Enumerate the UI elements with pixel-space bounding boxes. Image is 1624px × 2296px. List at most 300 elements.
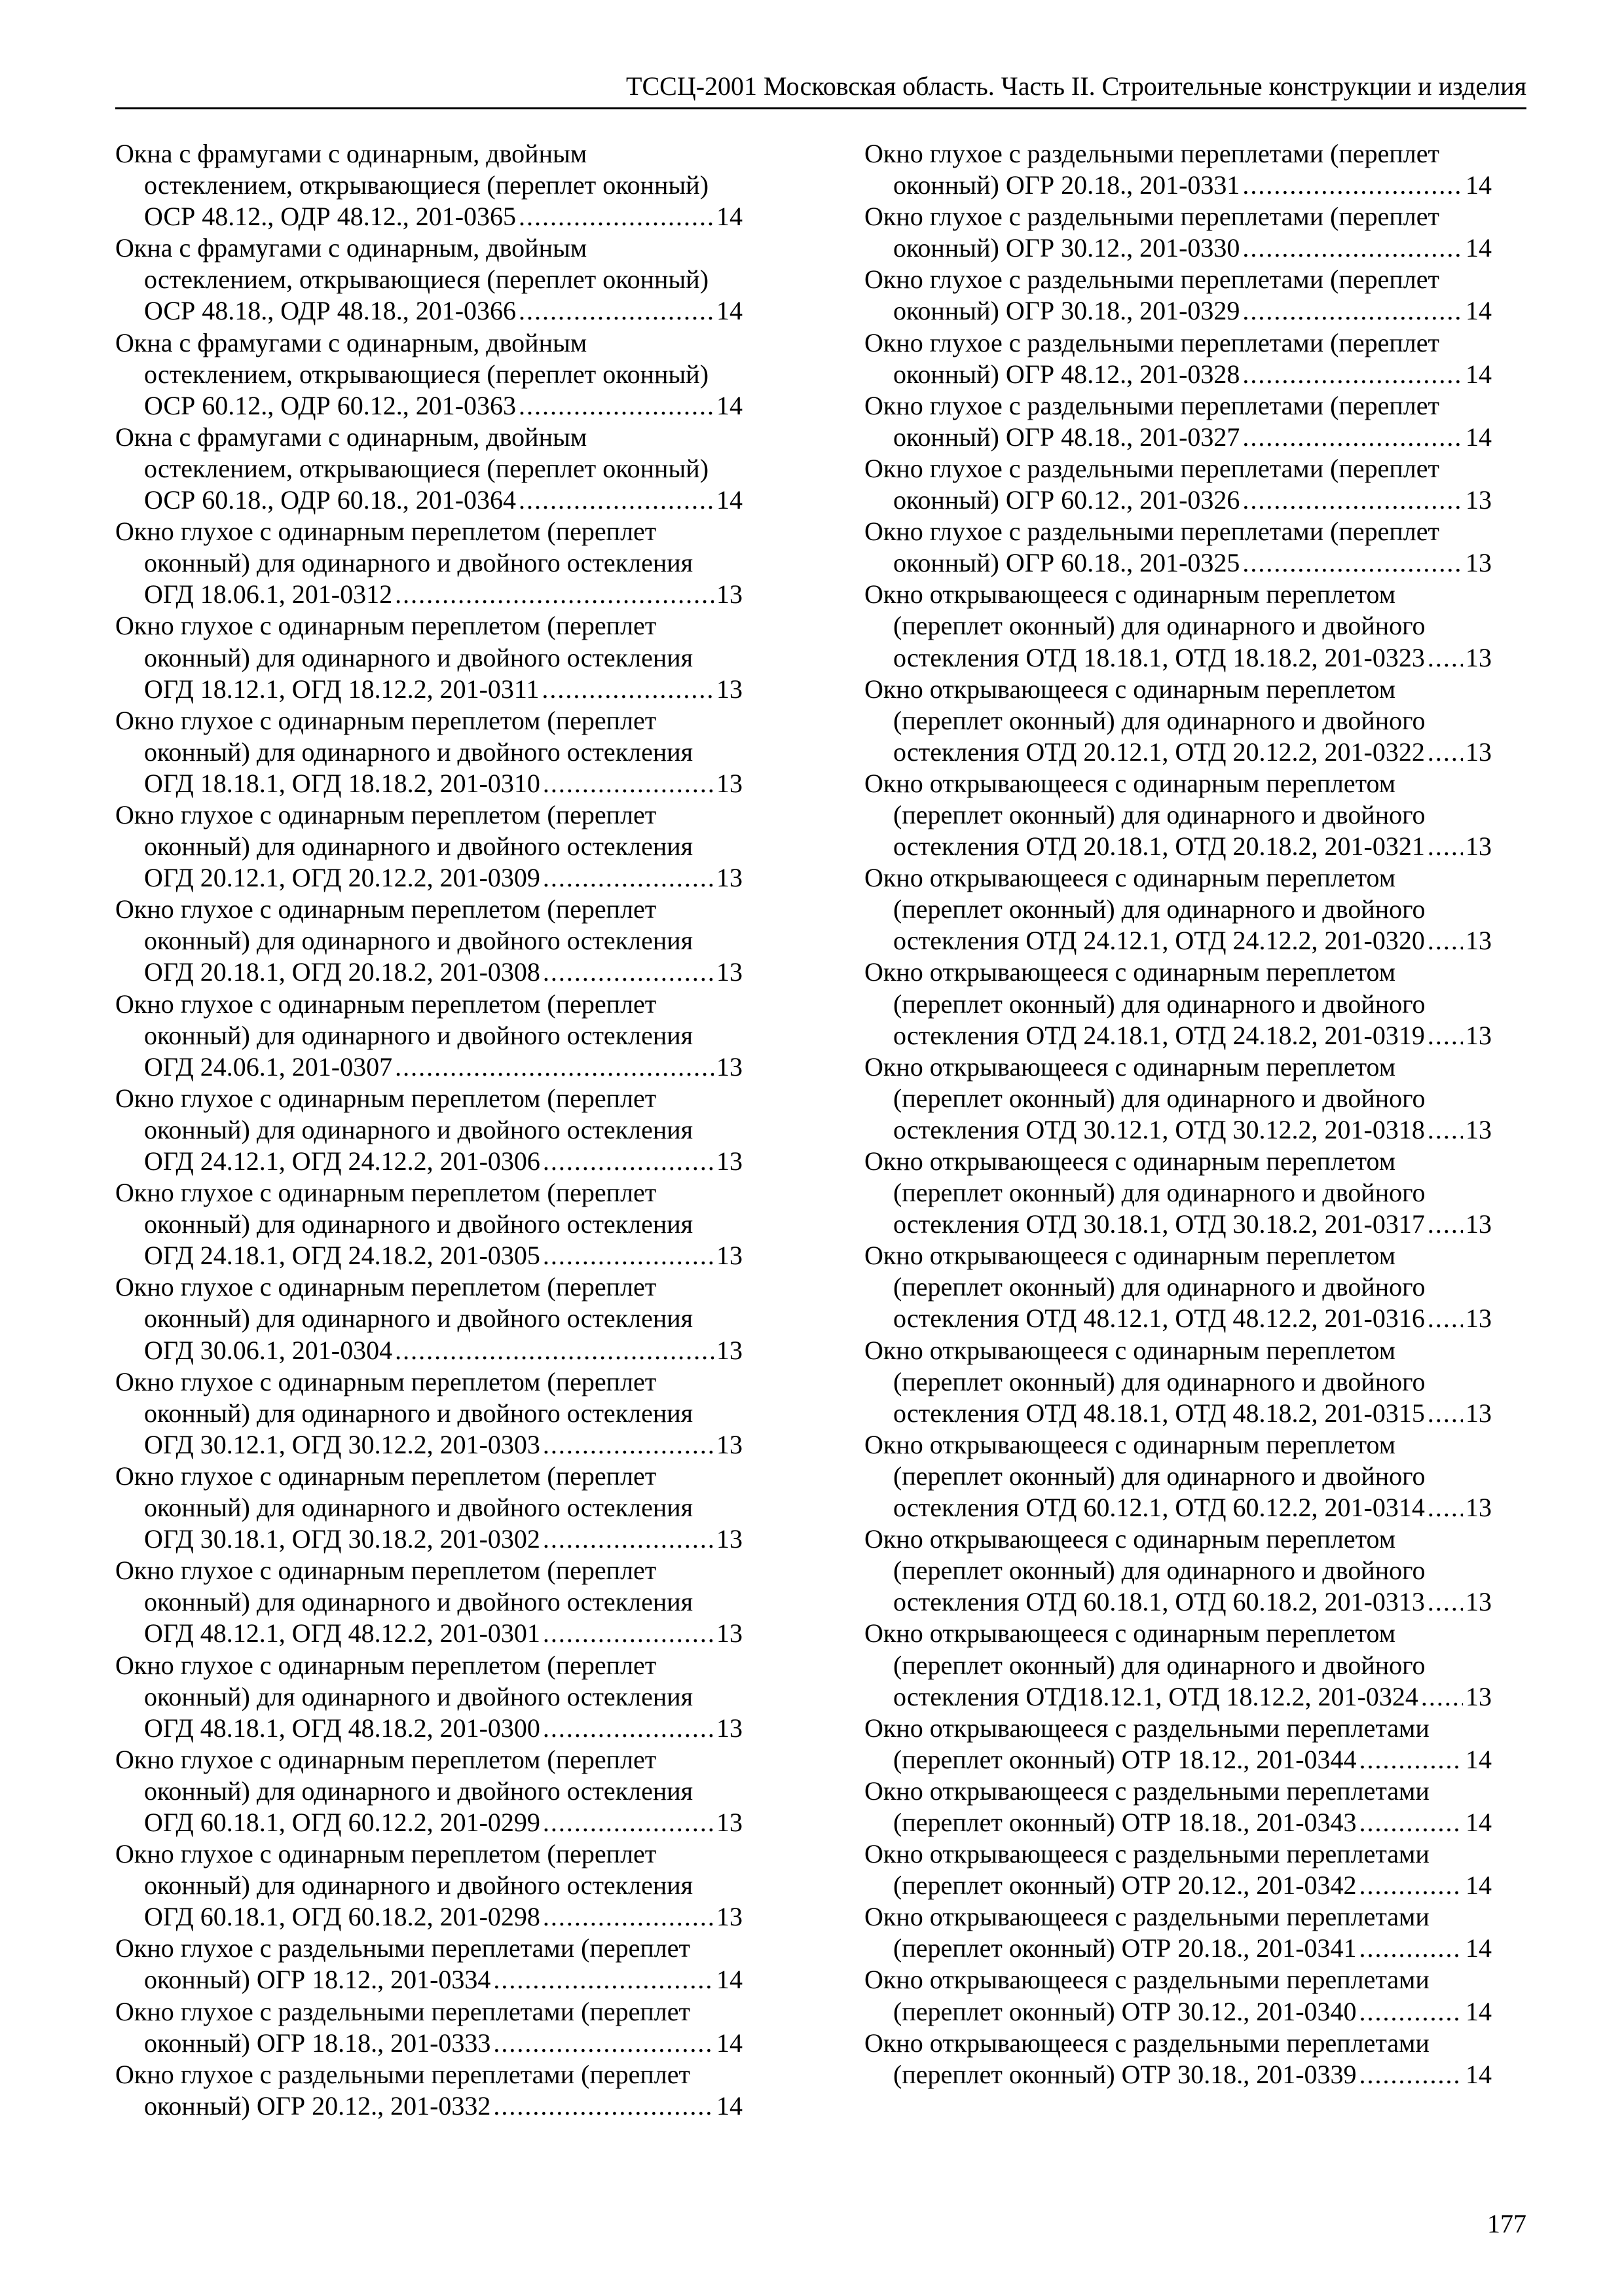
entry-page-ref: 13 bbox=[1466, 1681, 1492, 1711]
entry-line: ОГД 24.18.1, ОГД 24.18.2, 201-0305 bbox=[144, 1241, 540, 1271]
entry-page-ref: 14 bbox=[1466, 1870, 1492, 1901]
entry-line: Окно глухое с раздельными переплетами (переплет bbox=[864, 517, 1439, 547]
dot-leader bbox=[1359, 1933, 1463, 1964]
entry-line: Окно открывающееся с одинарным переплетом bbox=[864, 863, 1396, 893]
entry-line: остекления ОТД 30.18.1, ОТД 30.18.2, 201-0317 bbox=[893, 1209, 1425, 1239]
entry-line: Окно глухое с одинарным переплетом (переплет bbox=[115, 611, 657, 641]
entry-page-ref: 13 bbox=[716, 1902, 743, 1932]
entry-line: Окна с фрамугами с одинарным, двойным bbox=[115, 422, 587, 452]
index-entry bbox=[864, 579, 1492, 673]
entry-page-ref: 13 bbox=[716, 1146, 743, 1176]
index-entry bbox=[864, 957, 1492, 1051]
entry-line: оконный) для одинарного и двойного остекления bbox=[144, 1493, 693, 1523]
entry-last-line bbox=[115, 1713, 743, 1744]
entry-last-line bbox=[115, 1146, 743, 1177]
entry-last-line bbox=[864, 232, 1492, 264]
entry-line: ОГД 60.18.1, ОГД 60.18.2, 201-0298 bbox=[144, 1902, 540, 1932]
entry-page-ref: 13 bbox=[1466, 642, 1492, 672]
index-entry bbox=[864, 768, 1492, 862]
entry-line: Окно глухое с раздельными переплетами (переплет bbox=[115, 2059, 690, 2089]
entry-page-ref: 13 bbox=[716, 768, 743, 798]
running-title: ТССЦ-2001 Московская область. Часть II. Строительные конструкции и изделия bbox=[626, 71, 1526, 101]
entry-line: оконный) для одинарного и двойного остекления bbox=[144, 926, 693, 956]
dot-leader bbox=[1359, 1996, 1463, 2028]
dot-leader bbox=[1359, 2059, 1463, 2090]
entry-last-line bbox=[864, 1996, 1492, 2028]
dot-leader bbox=[543, 1713, 714, 1744]
entry-line: оконный) для одинарного и двойного остекления bbox=[144, 642, 693, 672]
entry-page-ref: 13 bbox=[716, 674, 743, 704]
dot-leader bbox=[1428, 1020, 1463, 1051]
entry-page-ref: 13 bbox=[716, 1713, 743, 1743]
entry-line: оконный) для одинарного и двойного остекления bbox=[144, 1776, 693, 1806]
entry-page-ref: 13 bbox=[716, 863, 743, 893]
entry-last-line bbox=[864, 484, 1492, 516]
entry-page-ref: 13 bbox=[1466, 548, 1492, 578]
entry-line: (переплет оконный) ОТР 30.12., 201-0340 bbox=[893, 1996, 1357, 2026]
entry-line: ОГД 24.06.1, 201-0307 bbox=[144, 1051, 393, 1082]
entry-last-line bbox=[864, 925, 1492, 957]
index-entry bbox=[864, 453, 1492, 516]
entry-line: оконный) для одинарного и двойного остекления bbox=[144, 548, 693, 578]
dot-leader bbox=[543, 768, 714, 799]
entry-line: Окно открывающееся с одинарным переплетом bbox=[864, 579, 1396, 610]
entry-line: Окно открывающееся с раздельными переплетами bbox=[864, 1776, 1430, 1806]
entry-line: (переплет оконный) ОТР 18.12., 201-0344 bbox=[893, 1744, 1357, 1774]
entry-line: остекления ОТД 60.18.1, ОТД 60.18.2, 201-0313 bbox=[893, 1587, 1425, 1617]
entry-line: (переплет оконный) для одинарного и двойного bbox=[893, 1461, 1426, 1491]
entry-line: (переплет оконный) ОТР 20.12., 201-0342 bbox=[893, 1870, 1357, 1901]
entry-line: остекления ОТД 20.12.1, ОТД 20.12.2, 201-0322 bbox=[893, 737, 1425, 767]
entry-line: остеклением, открывающиеся (переплет оконный) bbox=[144, 359, 709, 389]
entry-line: Окна с фрамугами с одинарным, двойным bbox=[115, 327, 587, 357]
index-entry bbox=[864, 862, 1492, 957]
entry-line: Окно глухое с одинарным переплетом (переплет bbox=[115, 1556, 657, 1586]
entry-line: остекления ОТД18.12.1, ОТД 18.12.2, 201-0324 bbox=[893, 1681, 1418, 1711]
entry-line: Окно открывающееся с раздельными переплетами bbox=[864, 1713, 1430, 1743]
entry-page-ref: 13 bbox=[716, 579, 743, 610]
entry-line: оконный) для одинарного и двойного остекления bbox=[144, 1114, 693, 1144]
dot-leader bbox=[1242, 484, 1463, 516]
entry-line: оконный) ОГР 18.12., 201-0334 bbox=[144, 1965, 491, 1995]
entry-line: оконный) для одинарного и двойного остекления bbox=[144, 1870, 693, 1901]
entry-page-ref: 14 bbox=[716, 296, 743, 326]
index-entry bbox=[864, 1240, 1492, 1334]
entry-page-ref: 14 bbox=[716, 390, 743, 420]
entry-line: Окно глухое с одинарным переплетом (переплет bbox=[115, 1083, 657, 1113]
index-entry bbox=[864, 1901, 1492, 1964]
entry-line: Окно открывающееся с раздельными переплетами bbox=[864, 1902, 1430, 1932]
entry-line: ОСР 48.12., ОДР 48.12., 201-0365 bbox=[144, 202, 517, 232]
entry-line: оконный) ОГР 18.18., 201-0333 bbox=[144, 2028, 491, 2058]
entry-line: оконный) ОГР 60.18., 201-0325 bbox=[893, 548, 1240, 578]
index-entry bbox=[864, 1618, 1492, 1712]
dot-leader bbox=[519, 484, 714, 516]
entry-last-line bbox=[115, 2090, 743, 2122]
entry-last-line bbox=[864, 2059, 1492, 2090]
entry-last-line bbox=[115, 1335, 743, 1366]
entry-last-line bbox=[864, 547, 1492, 579]
entry-line: оконный) ОГР 20.12., 201-0332 bbox=[144, 2090, 491, 2121]
entry-line: Окно глухое с раздельными переплетами (переплет bbox=[864, 453, 1439, 483]
index-entry bbox=[864, 1523, 1492, 1618]
dot-leader bbox=[1359, 1870, 1463, 1901]
dot-leader bbox=[395, 1051, 714, 1083]
dot-leader bbox=[543, 1146, 714, 1177]
index-entry bbox=[115, 1744, 743, 1838]
index-entry bbox=[115, 1996, 743, 2059]
entry-last-line bbox=[115, 1240, 743, 1271]
entry-page-ref: 14 bbox=[1466, 170, 1492, 200]
entry-page-ref: 13 bbox=[716, 957, 743, 987]
dot-leader bbox=[1428, 1209, 1463, 1240]
index-entry bbox=[864, 264, 1492, 327]
entry-last-line bbox=[115, 1901, 743, 1933]
entry-page-ref: 13 bbox=[1466, 1209, 1492, 1239]
entry-line: (переплет оконный) для одинарного и двойного bbox=[893, 1650, 1426, 1680]
index-entry bbox=[864, 201, 1492, 264]
index-entry bbox=[115, 989, 743, 1083]
entry-last-line bbox=[115, 1051, 743, 1083]
dot-leader bbox=[1428, 1303, 1463, 1334]
entry-line: ОГД 24.12.1, ОГД 24.12.2, 201-0306 bbox=[144, 1146, 540, 1176]
entry-last-line bbox=[864, 1586, 1492, 1618]
index-entry bbox=[115, 1177, 743, 1271]
entry-line: Окно открывающееся с одинарным переплетом bbox=[864, 1241, 1396, 1271]
entry-line: (переплет оконный) ОТР 20.18., 201-0341 bbox=[893, 1933, 1357, 1963]
entry-line: Окно глухое с одинарным переплетом (переплет bbox=[115, 1650, 657, 1680]
entry-last-line bbox=[864, 170, 1492, 201]
index-entry bbox=[115, 894, 743, 988]
page-number: 177 bbox=[1487, 2209, 1526, 2238]
entry-line: Окно открывающееся с одинарным переплетом bbox=[864, 1618, 1396, 1649]
entry-line: (переплет оконный) для одинарного и двойного bbox=[893, 989, 1426, 1019]
entry-last-line bbox=[864, 1807, 1492, 1838]
entry-last-line bbox=[864, 1398, 1492, 1429]
entry-line: Окно глухое с одинарным переплетом (переплет bbox=[115, 989, 657, 1019]
entry-page-ref: 14 bbox=[1466, 422, 1492, 452]
index-entry bbox=[864, 1335, 1492, 1429]
index-entry bbox=[115, 1838, 743, 1933]
index-entry bbox=[115, 1461, 743, 1555]
dot-leader bbox=[395, 579, 714, 610]
entry-line: оконный) ОГР 60.12., 201-0326 bbox=[893, 485, 1240, 515]
index-entry bbox=[864, 1429, 1492, 1523]
dot-leader bbox=[519, 390, 714, 422]
dot-leader bbox=[493, 2090, 714, 2122]
index-column-left bbox=[115, 138, 743, 2122]
index-entry bbox=[115, 1271, 743, 1366]
entry-last-line bbox=[864, 1303, 1492, 1334]
index-entry bbox=[115, 1366, 743, 1461]
entry-line: Окно глухое с одинарным переплетом (переплет bbox=[115, 1178, 657, 1208]
entry-last-line bbox=[864, 831, 1492, 862]
entry-page-ref: 14 bbox=[716, 485, 743, 515]
entry-line: Окно открывающееся с одинарным переплетом bbox=[864, 1429, 1396, 1459]
entry-line: оконный) ОГР 30.12., 201-0330 bbox=[893, 233, 1240, 263]
dot-leader bbox=[1428, 925, 1463, 957]
dot-leader bbox=[543, 957, 714, 988]
index-entry bbox=[115, 232, 743, 327]
entry-last-line bbox=[115, 674, 743, 705]
entry-last-line bbox=[864, 1020, 1492, 1051]
entry-page-ref: 13 bbox=[716, 1241, 743, 1271]
dot-leader bbox=[543, 1807, 714, 1838]
entry-last-line bbox=[864, 1933, 1492, 1964]
index-entry bbox=[115, 705, 743, 799]
index-entry bbox=[115, 138, 743, 232]
dot-leader bbox=[1428, 1114, 1463, 1146]
entry-line: Окно открывающееся с одинарным переплетом bbox=[864, 1524, 1396, 1554]
entry-page-ref: 13 bbox=[716, 1429, 743, 1459]
index-entry bbox=[864, 2028, 1492, 2090]
entry-line: ОГД 30.12.1, ОГД 30.12.2, 201-0303 bbox=[144, 1429, 540, 1459]
index-entry bbox=[115, 422, 743, 516]
dot-leader bbox=[519, 201, 714, 232]
entry-last-line bbox=[115, 295, 743, 327]
dot-leader bbox=[1359, 1744, 1463, 1776]
entry-line: ОСР 60.18., ОДР 60.18., 201-0364 bbox=[144, 485, 517, 515]
entry-page-ref: 13 bbox=[1466, 831, 1492, 862]
entry-page-ref: 14 bbox=[1466, 1933, 1492, 1963]
index-entry bbox=[864, 138, 1492, 201]
entry-line: ОГД 30.18.1, ОГД 30.18.2, 201-0302 bbox=[144, 1524, 540, 1554]
entry-page-ref: 13 bbox=[716, 1524, 743, 1554]
entry-line: Окно глухое с раздельными переплетами (переплет bbox=[864, 202, 1439, 232]
entry-page-ref: 13 bbox=[1466, 485, 1492, 515]
index-entry bbox=[115, 799, 743, 894]
entry-line: ОГД 20.12.1, ОГД 20.12.2, 201-0309 bbox=[144, 863, 540, 893]
entry-line: (переплет оконный) для одинарного и двойного bbox=[893, 1178, 1426, 1208]
entry-page-ref: 14 bbox=[716, 2090, 743, 2121]
entry-last-line bbox=[115, 1429, 743, 1461]
dot-leader bbox=[542, 674, 714, 705]
entry-line: оконный) для одинарного и двойного остекления bbox=[144, 1209, 693, 1239]
entry-page-ref: 13 bbox=[716, 1618, 743, 1649]
index-entry bbox=[115, 1650, 743, 1744]
entry-last-line bbox=[864, 295, 1492, 327]
entry-last-line bbox=[115, 2028, 743, 2059]
index-entry bbox=[864, 1051, 1492, 1146]
index-entry bbox=[115, 1555, 743, 1649]
entry-line: остеклением, открывающиеся (переплет оконный) bbox=[144, 453, 709, 483]
dot-leader bbox=[1421, 1681, 1463, 1713]
entry-line: остекления ОТД 48.18.1, ОТД 48.18.2, 201-0315 bbox=[893, 1398, 1425, 1428]
entry-line: оконный) для одинарного и двойного остекления bbox=[144, 1681, 693, 1711]
entry-line: Окно глухое с одинарным переплетом (переплет bbox=[115, 1744, 657, 1774]
dot-leader bbox=[1428, 642, 1463, 674]
entry-line: Окно глухое с одинарным переплетом (переплет bbox=[115, 1366, 657, 1396]
dot-leader bbox=[1242, 170, 1463, 201]
entry-line: Окно глухое с одинарным переплетом (переплет bbox=[115, 1839, 657, 1869]
entry-page-ref: 13 bbox=[1466, 1398, 1492, 1428]
dot-leader bbox=[1428, 1398, 1463, 1429]
entry-line: остекления ОТД 48.12.1, ОТД 48.12.2, 201-0316 bbox=[893, 1303, 1425, 1334]
entry-line: остеклением, открывающиеся (переплет оконный) bbox=[144, 264, 709, 295]
dot-leader bbox=[1359, 1807, 1463, 1838]
entry-page-ref: 13 bbox=[1466, 1114, 1492, 1144]
entry-line: оконный) ОГР 48.18., 201-0327 bbox=[893, 422, 1240, 452]
entry-page-ref: 14 bbox=[1466, 1744, 1492, 1774]
entry-line: (переплет оконный) для одинарного и двойного bbox=[893, 1083, 1426, 1113]
entry-page-ref: 14 bbox=[1466, 1996, 1492, 2026]
index-entry bbox=[864, 516, 1492, 579]
index-entry bbox=[864, 1838, 1492, 1901]
entry-line: Окно глухое с одинарным переплетом (переплет bbox=[115, 799, 657, 829]
entry-line: Окно глухое с одинарным переплетом (переплет bbox=[115, 1461, 657, 1491]
entry-line: Окно открывающееся с одинарным переплетом bbox=[864, 1335, 1396, 1365]
entry-line: ОГД 18.18.1, ОГД 18.18.2, 201-0310 bbox=[144, 768, 540, 798]
entry-page-ref: 14 bbox=[1466, 233, 1492, 263]
dot-leader bbox=[543, 1618, 714, 1649]
entry-line: оконный) для одинарного и двойного остекления bbox=[144, 1020, 693, 1050]
entry-page-ref: 13 bbox=[1466, 1587, 1492, 1617]
entry-last-line bbox=[115, 484, 743, 516]
entry-last-line bbox=[115, 768, 743, 799]
entry-page-ref: 14 bbox=[716, 202, 743, 232]
entry-line: ОСР 48.18., ОДР 48.18., 201-0366 bbox=[144, 296, 517, 326]
index-entry bbox=[115, 1933, 743, 1995]
dot-leader bbox=[543, 862, 714, 894]
entry-page-ref: 13 bbox=[1466, 1493, 1492, 1523]
entry-line: Окно глухое с одинарным переплетом (переплет bbox=[115, 1272, 657, 1302]
entry-page-ref: 13 bbox=[716, 1807, 743, 1837]
entry-line: Окно открывающееся с раздельными переплетами bbox=[864, 1839, 1430, 1869]
dot-leader bbox=[519, 295, 714, 327]
entry-page-ref: 14 bbox=[1466, 296, 1492, 326]
dot-leader bbox=[1242, 547, 1463, 579]
entry-line: оконный) для одинарного и двойного остекления bbox=[144, 1398, 693, 1428]
entry-line: ОГД 18.06.1, 201-0312 bbox=[144, 579, 393, 610]
entry-line: Окна с фрамугами с одинарным, двойным bbox=[115, 233, 587, 263]
dot-leader bbox=[543, 1240, 714, 1271]
entry-line: ОГД 20.18.1, ОГД 20.18.2, 201-0308 bbox=[144, 957, 540, 987]
entry-line: Окно открывающееся с раздельными переплетами bbox=[864, 1965, 1430, 1995]
entry-last-line bbox=[115, 390, 743, 422]
entry-line: Окно глухое с раздельными переплетами (переплет bbox=[864, 139, 1439, 168]
entry-page-ref: 14 bbox=[1466, 2059, 1492, 2089]
entry-line: Окно глухое с одинарным переплетом (переплет bbox=[115, 894, 657, 924]
index-column-right bbox=[864, 138, 1492, 2090]
entry-last-line bbox=[864, 1744, 1492, 1776]
entry-line: Окно глухое с раздельными переплетами (переплет bbox=[864, 327, 1439, 357]
entry-line: ОГД 48.12.1, ОГД 48.12.2, 201-0301 bbox=[144, 1618, 540, 1649]
entry-last-line bbox=[864, 1870, 1492, 1901]
entry-last-line bbox=[864, 359, 1492, 390]
dot-leader bbox=[1428, 737, 1463, 768]
entry-last-line bbox=[115, 201, 743, 232]
entry-last-line bbox=[864, 1492, 1492, 1523]
running-header bbox=[115, 68, 1526, 109]
index-entry bbox=[115, 1083, 743, 1177]
entry-line: ОГД 48.18.1, ОГД 48.18.2, 201-0300 bbox=[144, 1713, 540, 1743]
entry-line: (переплет оконный) для одинарного и двойного bbox=[893, 799, 1426, 829]
entry-line: Окно открывающееся с одинарным переплетом bbox=[864, 1146, 1396, 1176]
entry-page-ref: 13 bbox=[1466, 1020, 1492, 1050]
entry-last-line bbox=[115, 579, 743, 610]
entry-line: Окно глухое с раздельными переплетами (переплет bbox=[864, 390, 1439, 420]
entry-page-ref: 13 bbox=[1466, 737, 1492, 767]
entry-page-ref: 14 bbox=[716, 1965, 743, 1995]
dot-leader bbox=[493, 2028, 714, 2059]
index-entry bbox=[864, 1776, 1492, 1838]
entry-line: Окна с фрамугами с одинарным, двойным bbox=[115, 139, 587, 168]
dot-leader bbox=[1428, 1492, 1463, 1523]
entry-line: Окно открывающееся с одинарным переплетом bbox=[864, 957, 1396, 987]
dot-leader bbox=[543, 1523, 714, 1555]
entry-page-ref: 13 bbox=[1466, 926, 1492, 956]
dot-leader bbox=[1242, 359, 1463, 390]
dot-leader bbox=[1428, 1586, 1463, 1618]
entry-last-line bbox=[864, 1114, 1492, 1146]
index-entry bbox=[864, 674, 1492, 768]
entry-last-line bbox=[115, 1618, 743, 1649]
dot-leader bbox=[395, 1335, 714, 1366]
entry-line: оконный) для одинарного и двойного остекления bbox=[144, 737, 693, 767]
entry-line: Окно открывающееся с одинарным переплетом bbox=[864, 1051, 1396, 1082]
entry-page-ref: 13 bbox=[716, 1335, 743, 1365]
entry-last-line bbox=[864, 737, 1492, 768]
index-entry bbox=[115, 610, 743, 704]
entry-line: остекления ОТД 20.18.1, ОТД 20.18.2, 201-0321 bbox=[893, 831, 1425, 862]
entry-last-line bbox=[864, 422, 1492, 453]
index-entry bbox=[864, 327, 1492, 390]
entry-line: Окно открывающееся с одинарным переплетом bbox=[864, 674, 1396, 704]
entry-line: оконный) ОГР 30.18., 201-0329 bbox=[893, 296, 1240, 326]
entry-page-ref: 14 bbox=[1466, 1807, 1492, 1837]
dot-leader bbox=[1242, 422, 1463, 453]
dot-leader bbox=[543, 1429, 714, 1461]
entry-line: ОГД 30.06.1, 201-0304 bbox=[144, 1335, 393, 1365]
entry-line: (переплет оконный) ОТР 18.18., 201-0343 bbox=[893, 1807, 1357, 1837]
entry-line: ОГД 60.18.1, ОГД 60.12.2, 201-0299 bbox=[144, 1807, 540, 1837]
entry-page-ref: 14 bbox=[716, 2028, 743, 2058]
index-entry bbox=[864, 1964, 1492, 2027]
entry-line: остекления ОТД 60.12.1, ОТД 60.12.2, 201-0314 bbox=[893, 1493, 1425, 1523]
entry-line: Окно глухое с раздельными переплетами (переплет bbox=[115, 1933, 690, 1963]
entry-last-line bbox=[864, 642, 1492, 674]
entry-last-line bbox=[864, 1209, 1492, 1240]
entry-line: (переплет оконный) для одинарного и двойного bbox=[893, 894, 1426, 924]
entry-last-line bbox=[115, 1964, 743, 1995]
entry-line: остекления ОТД 30.12.1, ОТД 30.12.2, 201-0318 bbox=[893, 1114, 1425, 1144]
entry-line: (переплет оконный) для одинарного и двойного bbox=[893, 705, 1426, 735]
entry-line: Окно глухое с одинарным переплетом (переплет bbox=[115, 517, 657, 547]
entry-last-line bbox=[115, 862, 743, 894]
index-entry bbox=[115, 327, 743, 422]
entry-line: оконный) для одинарного и двойного остекления bbox=[144, 1303, 693, 1334]
entry-line: оконный) ОГР 20.18., 201-0331 bbox=[893, 170, 1240, 200]
entry-line: Окно открывающееся с одинарным переплетом bbox=[864, 768, 1396, 798]
dot-leader bbox=[543, 1901, 714, 1933]
entry-line: ОСР 60.12., ОДР 60.12., 201-0363 bbox=[144, 390, 517, 420]
entry-line: остекления ОТД 24.12.1, ОТД 24.12.2, 201-0320 bbox=[893, 926, 1425, 956]
index-entry bbox=[864, 1146, 1492, 1240]
entry-last-line bbox=[115, 1807, 743, 1838]
index-entry bbox=[864, 390, 1492, 453]
entry-line: Окно глухое с раздельными переплетами (переплет bbox=[864, 264, 1439, 295]
entry-line: Окно глухое с раздельными переплетами (переплет bbox=[115, 1996, 690, 2026]
entry-line: (переплет оконный) для одинарного и двойного bbox=[893, 1366, 1426, 1396]
entry-line: остеклением, открывающиеся (переплет оконный) bbox=[144, 170, 709, 200]
index-entry bbox=[115, 2059, 743, 2122]
dot-leader bbox=[1428, 831, 1463, 862]
entry-line: оконный) для одинарного и двойного остекления bbox=[144, 831, 693, 862]
dot-leader bbox=[493, 1964, 714, 1995]
index-entry bbox=[115, 516, 743, 610]
entry-page-ref: 13 bbox=[716, 1051, 743, 1082]
entry-page-ref: 13 bbox=[1466, 1303, 1492, 1334]
